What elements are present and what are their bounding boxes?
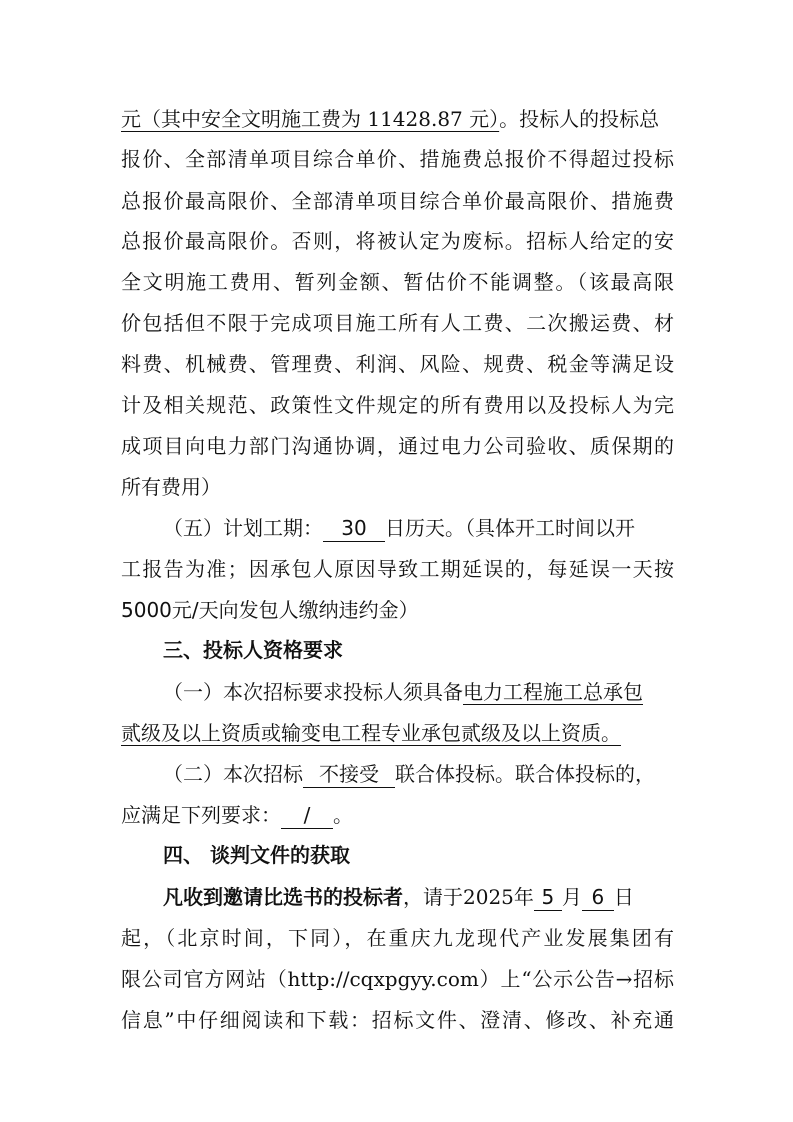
- text-line: 信息”中仔细阅读和下载：招标文件、澄清、修改、补充通: [121, 1008, 674, 1032]
- date-line: 凡收到邀请比选书的投标者，请于2025年 5 月 6 日: [163, 885, 634, 909]
- text-line: [121, 713, 674, 753]
- section-heading-3: 三、投标人资格要求: [163, 638, 343, 662]
- text-line: 成项目向电力部门沟通协调，通过电力公司验收、质保期的: [121, 434, 674, 458]
- consortium-line: （二）本次招标 不接受 联合体投标。联合体投标的，: [163, 762, 655, 786]
- day-value: 6: [582, 884, 614, 911]
- text-line: 5000元/天向发包人缴纳违约金）: [121, 598, 419, 622]
- text-line: 全文明施工费用、暂列金额、暂估价不能调整。（该最高限: [121, 270, 674, 294]
- underlined-price-text: 元（其中安全文明施工费为 11428.87 元）: [121, 107, 500, 131]
- text-line: 总报价最高限价、全部清单项目综合单价最高限价、措施费: [121, 189, 674, 213]
- text-line: 料费、机械费、管理费、利润、风险、规费、税金等满足设: [121, 352, 674, 376]
- text-line: 总报价最高限价。否则，将被认定为废标。招标人给定的安: [121, 229, 674, 253]
- text-line: 计及相关规范、政策性文件规定的所有费用以及投标人为完: [121, 393, 674, 417]
- month-value: 5: [534, 884, 562, 911]
- text-line: 报价、全部清单项目综合单价、措施费总报价不得超过投标: [121, 147, 674, 171]
- duration-value: 30: [323, 515, 385, 542]
- qualification-requirement: 贰级及以上资质或输变电工程专业承包贰级及以上资质。: [121, 721, 621, 745]
- schedule-line: （五）计划工期： 30 日历天。（具体开工时间以开: [163, 516, 635, 540]
- text-line: 所有费用）: [121, 475, 221, 499]
- text-line: 应满足下列要求： / 。: [121, 803, 353, 827]
- text-line: 元（其中安全文明施工费为 11428.87 元）。投标人的投标总: [121, 107, 660, 131]
- consortium-value: 不接受: [303, 761, 395, 788]
- consortium-requirement-value: /: [281, 802, 333, 829]
- text-line: 限公司官方网站（http://cqxpgyy.com）上“公示公告→招标: [121, 967, 674, 991]
- qualification-requirement: 电力工程施工总承包: [463, 680, 643, 704]
- text-line: 价包括但不限于完成项目施工所有人工费、二次搬运费、材: [121, 311, 674, 335]
- section-heading-4: 四、 谈判文件的获取: [163, 843, 350, 867]
- qualification-line: （一）本次招标要求投标人须具备电力工程施工总承包: [163, 680, 643, 704]
- text-line: 起，（北京时间，下同），在重庆九龙现代产业发展集团有: [121, 926, 674, 950]
- text-line: 工报告为准；因承包人原因导致工期延误的，每延误一天按: [121, 557, 674, 581]
